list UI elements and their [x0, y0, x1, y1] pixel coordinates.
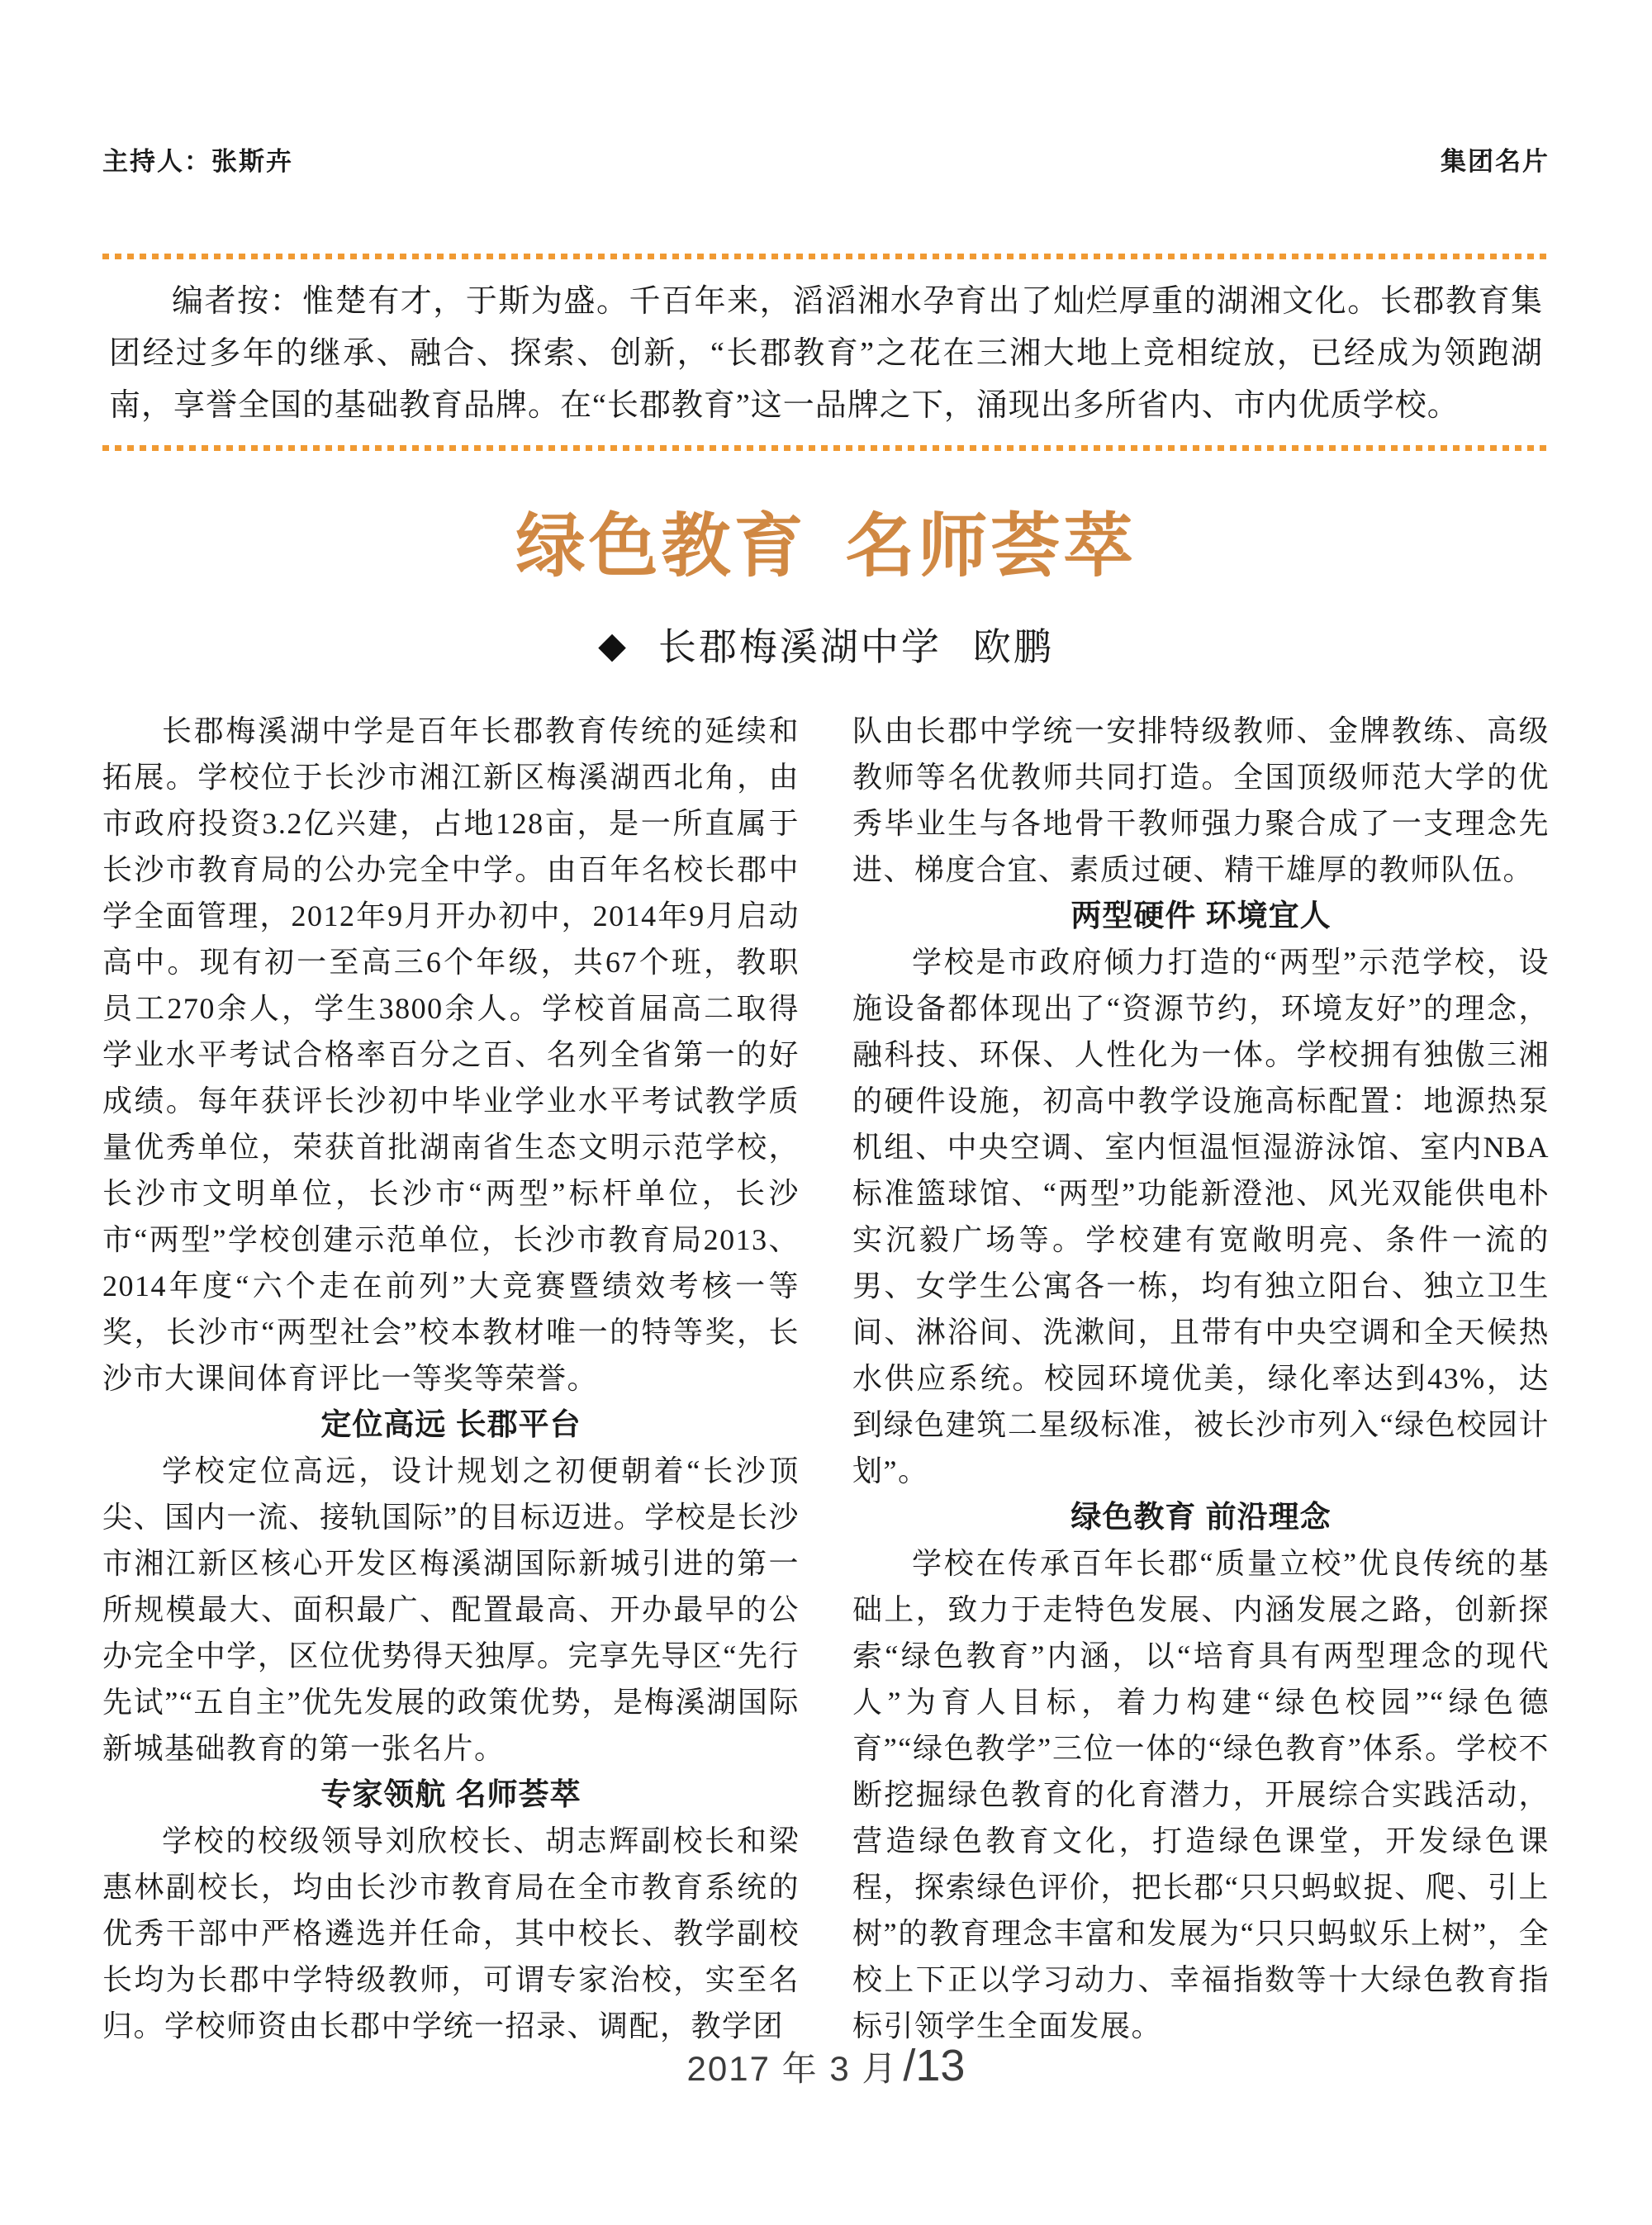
paragraph-continuation: 队由长郡中学统一安排特级教师、金牌教练、高级教师等名优教师共同打造。全国顶级师范大学的优秀毕业生与各地骨干教师强力聚合成了一支理念先进、梯度合宜、素质过硬、精干雄厚的教师队伍。 [852, 714, 1550, 886]
dotted-divider-bottom [102, 445, 1550, 451]
section-heading: 专家领航 名师荟萃 [320, 1777, 582, 1811]
section-heading: 定位高远 长郡平台 [320, 1407, 582, 1441]
right-column [852, 708, 1550, 2049]
article-body [102, 708, 1550, 2049]
section-heading: 绿色教育 前沿理念 [1070, 1500, 1332, 1534]
section-label: 集团名片 [1441, 147, 1550, 176]
paragraph: 学校是市政府倾力打造的“两型”示范学校，设施设备都体现出了“资源节约，环境友好”的理念，融科技、环保、人性化为一体。学校拥有独傲三湘的硬件设施，初高中教学设施高标配置：地源热泵机组、中央空调、室内恒温恒湿游泳馆、室内NBA标准篮球馆、“两型”功能新澄池、风光双能供电朴实沉毅广场等。学校建有宽敞明亮、条件一流的男、女学生公寓各一栋，均有独立阳台、独立卫生间、淋浴间、洗漱间，且带有中央空调和全天候热水供应系统。校园环境优美，绿化率达到43%，达到绿色建筑二星级标准，被长沙市列入“绿色校园计划”。 [852, 946, 1550, 1487]
byline [102, 617, 1550, 671]
footer-page-number: /13 [903, 2041, 966, 2090]
diamond-icon: ◆ [598, 625, 629, 666]
page-header [102, 140, 1550, 178]
paragraph: 长郡梅溪湖中学是百年长郡教育传统的延续和拓展。学校位于长沙市湘江新区梅溪湖西北角，由市政府投资3.2亿兴建，占地128亩，是一所直属于长沙市教育局的公办完全中学。由百年名校长郡中学全面管理，2012年9月开办初中，2014年9月启动高中。现有初一至高三6个年级，共67个班，教职员工270余人，学生3800余人。学校首届高二取得学业水平考试合格率百分之百、名列全省第一的好成绩。每年获评长沙初中毕业学业水平考试教学质量优秀单位，荣获首批湖南省生态文明示范学校，长沙市文明单位，长沙市“两型”标杆单位，长沙市“两型”学校创建示范单位，长沙市教育局2013、2014年度“六个走在前列”大竞赛暨绩效考核一等奖，长沙市“两型社会”校本教材唯一的特等奖，长沙市大课间体育评比一等奖等荣誉。 [102, 714, 800, 1395]
left-column [102, 708, 800, 2049]
footer-date: 2017 年 3 月 [686, 2049, 899, 2088]
article-title: 绿色教育 名师荟萃 [515, 509, 1137, 586]
paragraph: 学校的校级领导刘欣校长、胡志辉副校长和梁惠林副校长，均由长沙市教育局在全市教育系统的优秀干部中严格遴选并任命，其中校长、教学副校长均为长郡中学特级教师，可谓专家治校，实至名归。学校师资由长郡中学统一招录、调配，教学团 [102, 1824, 800, 2042]
page-footer [0, 2040, 1652, 2091]
paragraph: 学校在传承百年长郡“质量立校”优良传统的基础上，致力于走特色发展、内涵发展之路，创新探索“绿色教育”内涵，以“培育具有两型理念的现代人”为育人目标，着力构建“绿色校园”“绿色德育”“绿色教学”三位一体的“绿色教育”体系。学校不断挖掘绿色教育的化育潜力，开展综合实践活动，营造绿色教育文化，打造绿色课堂，开发绿色课程，探索绿色评价，把长郡“只只蚂蚁捉、爬、引上树”的教育理念丰富和发展为“只只蚂蚁乐上树”，全校上下正以学习动力、幸福指数等十大绿色教育指标引领学生全面发展。 [852, 1547, 1550, 2042]
dotted-divider-top [102, 254, 1550, 259]
byline-school: 长郡梅溪湖中学 [657, 626, 942, 668]
host-label: 主持人：张斯卉 [102, 147, 293, 176]
paragraph: 学校定位高远，设计规划之初便朝着“长沙顶尖、国内一流、接轨国际”的目标迈进。学校是长沙市湘江新区核心开发区梅溪湖国际新城引进的第一所规模最大、面积最广、配置最高、开办最早的公办完全中学，区位优势得天独厚。完享先导区“先行先试”“五自主”优先发展的政策优势，是梅溪湖国际新城基础教育的第一张名片。 [102, 1454, 800, 1765]
byline-author: 欧鹏 [972, 626, 1054, 668]
editor-note: 编者按：惟楚有才，于斯为盛。千百年来，滔滔湘水孕育出了灿烂厚重的湖湘文化。长郡教育集团经过多年的继承、融合、探索、创新，“长郡教育”之花在三湘大地上竞相绽放，已经成为领跑湖南，享誉全国的基础教育品牌。在“长郡教育”这一品牌之下，涌现出多所省内、市内优质学校。 [109, 284, 1543, 423]
section-heading: 两型硬件 环境宜人 [1070, 899, 1332, 932]
